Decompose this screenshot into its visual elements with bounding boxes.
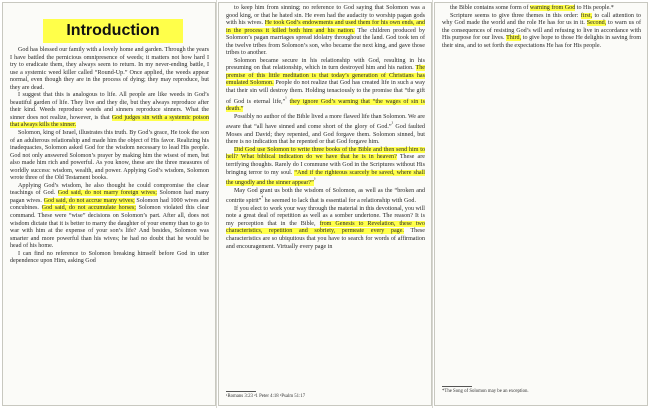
footnote-ref: ⁴ xyxy=(261,195,264,202)
footnote-rule xyxy=(226,391,256,392)
footnote-ref: ² xyxy=(391,121,394,128)
paragraph xyxy=(226,5,425,58)
text-run: to keep him from sinning; no reference to God saying that Solomon was a good king, or that he hated sin. He even had the audacity to worship pagan gods with his wives. xyxy=(226,5,425,27)
highlighted-text: from Genesis to Revelation, these two characteristics, repetition and sobriety, permeate every page. xyxy=(226,220,425,235)
page-title: Introduction xyxy=(43,19,183,43)
text-run: to warn us of the consequences of resisting God’s will and refusing to live in accordance with His purpose for our lives. xyxy=(442,20,641,42)
text-run: Solomon violated this clear command. These were “wise” decisions on Solomon’s part. After all, does not wisdom dictate that it is better to marry the daughter of your enemy than to go to war with him at the expense of your son’s life? And besides, Solomon was smarter and more powerful than his wives; he had no doubt that he would be head of his home. xyxy=(10,205,210,250)
paragraph xyxy=(226,114,425,147)
footnote-rule xyxy=(442,386,472,387)
highlighted-text: He took God’s endowments and used them for his own ends, and in the process it killed both him and his nation. xyxy=(226,20,425,34)
text-run: The children produced by Solomon’s pagan marriages spread idolatry throughout the land. God took ten of the twelve tribes from Solomon’s son, who became the next king, and gave those tribes to another. xyxy=(226,27,425,57)
text-run: to give hope to those He delights in saving from their sins, and to set forth the expectations He has for His people. xyxy=(442,35,641,49)
text-run: Possibly no author of the Bible lived a more flawed life than Solomon. We are aware that “all have sinned and come short of the glory of God.” xyxy=(226,113,425,131)
text-run: to His people.* xyxy=(575,5,614,11)
footnote: *The Song of Solomon may be an exception. xyxy=(442,389,529,394)
paragraph xyxy=(10,183,209,251)
footnote: ¹Romans 3:23 ²1 Peter 4:18 ³Psalm 51:17 xyxy=(226,394,306,399)
text-run: People do not realize that God has created life in such a way that their sin will destroy them. Holding tenaciously to the promise that “the gift of God is eternal life,” xyxy=(226,80,425,105)
text-run: God faulted Moses and David; they repented, and God forgave them. Solomon sinned, but there is no indication that he repented or that God forgave him. xyxy=(226,124,425,146)
text-run: he seemed to lack that is essential for a relationship with God. xyxy=(263,198,416,205)
text-run: These are terrifying thoughts. Rarely do I commune with God in the Scriptures without His bringing terror to my soul. xyxy=(226,154,425,176)
footnote-ref: ³ xyxy=(313,177,316,184)
text-run: I can find no reference to Solomon breaking himself before God in utter dependence upon Him, asking God xyxy=(10,250,209,265)
highlighted-text: Second, xyxy=(586,20,607,27)
text-run: May God grant us both the wisdom of Solomon, as well as the “broken and contrite spirit” xyxy=(226,187,425,205)
text-run: Applying God’s wisdom, he also thought he could compromise the clear teachings of God. xyxy=(10,182,209,197)
text-run: I suggest that this is analogous to life. All people are like weeds in God’s beautiful garden of life. They live and they die, but they always reproduce after their kind. Weeds reproduce weeds and sinners reproduce sinners. What the sinner does not realize, however, is that xyxy=(10,92,209,121)
highlighted-text: first, xyxy=(580,12,593,19)
paragraph xyxy=(226,58,425,114)
text-run: the Bible contains some form of xyxy=(450,5,530,11)
highlighted-text: The premise of this little meditation is that today’s generation of Christians has emulated Solomon. xyxy=(226,65,425,87)
page-seam xyxy=(216,0,217,408)
page-right xyxy=(434,2,648,406)
text-run: Solomon, king of Israel, illustrates this truth. By God’s grace, He took the son of an adulterous relationship and made him the object of His favor. Realizing his inadequacies, Solomon asked God for the wisdom necessary to lead His people. God not only answered Solomon’s prayer by making him the wisest of men, but also made him rich and powerful. As you know, these are the three measures of worldly success: wisdom, wealth, and power. Applying God’s wisdom, Solomon wrote three of the Old Testament books. xyxy=(10,130,209,182)
text-run: to call attention to why God made the world and the role He has for us in it. xyxy=(442,12,641,27)
page-seam xyxy=(432,0,433,408)
highlighted-text: warning from God xyxy=(529,5,576,11)
text-run: Solomon had many pagan wives. xyxy=(10,190,209,204)
highlighted-text: God said, do not accrue many wives; xyxy=(43,197,135,204)
text-run: Scripture seems to give three themes in this order: xyxy=(450,12,581,19)
highlighted-text: God judges sin with a systemic poison that always kills the sinner. xyxy=(10,114,209,129)
highlighted-text: Did God use Solomon to write three books of the Bible and then send him to hell? What biblical indication do we have that he is in heaven? xyxy=(226,146,425,161)
text-run: God has blessed our family with a lovely home and garden. Through the years I have battled the pernicious omnipresence of weeds; it matters not how hard I try to eradicate them, they always seem to return. In my never-ending battle, I use a systemic weed killer called “Round-Up.” Once applied, the weeds appear normal, even though they are in the process of dying; they may reproduce, but they are dead. xyxy=(10,47,209,91)
page-left xyxy=(2,2,216,406)
paragraph xyxy=(226,188,425,206)
text-run: Solomon became secure in his relationship with God, resulting in his presuming on that relationship, which in turn destroyed him and his nation. xyxy=(226,57,425,72)
text-column xyxy=(442,5,641,50)
highlighted-text: “And if the righteous scarcely be saved, where shall the ungodly and the sinner appear?” xyxy=(226,169,425,187)
highlighted-text: they ignore God’s warning that “the wages of sin is death.” xyxy=(226,98,425,113)
text-run: These characteristics are so ubiquitous that you have to search for words of affirmation and encouragement. Virtually every page in xyxy=(226,228,426,250)
paragraph xyxy=(226,147,425,188)
text-column xyxy=(10,47,209,266)
highlighted-text: God said, do not accumulate horses; xyxy=(41,205,136,212)
paragraph xyxy=(442,13,641,51)
footnote-ref: ¹ xyxy=(285,95,287,102)
paragraph xyxy=(10,92,209,130)
paragraph xyxy=(442,5,641,13)
paragraph xyxy=(10,130,209,183)
paragraph xyxy=(226,206,425,251)
text-run: Solomon had 1000 wives and concubines. xyxy=(10,197,209,212)
page-middle xyxy=(218,2,432,406)
text-run: If you elect to work your way through the material in this devotional, you will note a great deal of repetition as well as a somber undertone. The reason? It is my perception that in the Bible, xyxy=(226,205,425,227)
highlighted-text: Third, xyxy=(506,35,522,42)
text-column xyxy=(226,5,425,251)
highlighted-text: God said, do not marry foreign wives; xyxy=(57,190,157,197)
paragraph xyxy=(10,251,209,266)
paragraph xyxy=(10,47,209,92)
